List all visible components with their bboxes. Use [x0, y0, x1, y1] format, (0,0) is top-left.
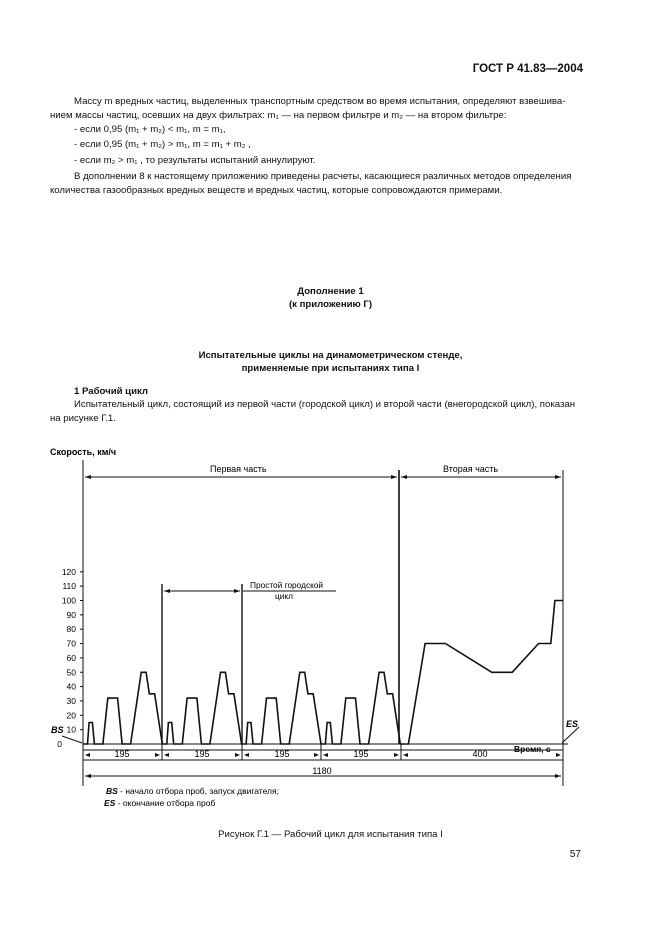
segment-label-3: 195	[274, 749, 290, 759]
condition-3: - если m₂ > m₁ , то результаты испытаний аннулируют.	[74, 155, 316, 166]
appendix-title: Дополнение 1	[297, 286, 364, 297]
subsection-text-line2: на рисунке Г.1.	[50, 413, 116, 424]
y-tick-label: 60	[66, 652, 76, 663]
y-tick-label: 90	[66, 609, 76, 620]
segment-label-4: 195	[353, 749, 369, 759]
y-tick-label: 40	[66, 681, 76, 692]
bs-pointer	[62, 736, 82, 743]
first-part-label: Первая часть	[210, 464, 267, 474]
es-pointer	[562, 727, 579, 743]
total-label: 1180	[312, 766, 332, 776]
segment-label-1: 195	[114, 749, 130, 759]
y-tick-labels	[57, 567, 83, 749]
appendix-subtitle: (к приложению Г)	[288, 299, 373, 310]
y-tick-label: 50	[66, 667, 76, 678]
paragraph-appendix8-line2: количества газообразных вредных веществ и вредных частиц, которые сопровождаются примерами.	[50, 185, 503, 196]
y-axis-label: Скорость, км/ч	[50, 447, 117, 457]
subsection-text-line1: Испытательный цикл, состоящий из первой части (городской цикл) и второй части (внегородской цикл), показан	[74, 399, 576, 410]
figure-caption: Рисунок Г.1 — Рабочий цикл для испытания типа I	[218, 829, 443, 840]
y-tick-label: 20	[66, 710, 76, 721]
y-tick-label: 10	[66, 724, 76, 735]
speed-trace	[83, 601, 563, 745]
section-title-line1: Испытательные циклы на динамометрическом стенде,	[198, 350, 463, 361]
segment-label-2: 195	[194, 749, 210, 759]
page-number: 57	[569, 849, 581, 860]
y-tick-label: 70	[66, 638, 76, 649]
legend-bs: BS - начало отбора проб, запуск двигателя;	[106, 786, 279, 796]
paragraph-mass-line2: нием массы частиц, осевших на двух фильтрах: m₁ — на первом фильтре и m₂ — на втором фильтре:	[50, 110, 507, 121]
x-axis-label: Время, с	[514, 744, 551, 754]
condition-1: - если 0,95 (m₁ + m₂) < m₁, m = m₁,	[74, 124, 226, 135]
y-tick-label: 30	[66, 695, 76, 706]
y-tick-label: 100	[61, 595, 76, 606]
paragraph-mass-line1: Массу m вредных частиц, выделенных транспортным средством во время испытания, определяют взвешива-	[74, 96, 566, 107]
simple-cycle-label-2: цикл	[275, 591, 293, 601]
section-title-line2: применяемые при испытаниях типа I	[241, 363, 420, 374]
simple-cycle-label: Простой городской	[250, 580, 324, 590]
second-part-label: Вторая часть	[443, 464, 499, 474]
bs-label: BS	[51, 725, 64, 735]
y-tick-label: 110	[62, 581, 76, 592]
subsection-heading: 1 Рабочий цикл	[74, 386, 148, 397]
y-tick-label: 80	[66, 624, 76, 635]
paragraph-appendix8-line1: В дополнении 8 к настоящему приложению приведены расчеты, касающиеся различных методов определения	[74, 171, 572, 182]
y-tick-label: 120	[61, 566, 76, 577]
condition-2: - если 0,95 (m₁ + m₂) > m₁, m = m₁ + m₂ ,	[74, 139, 251, 150]
y-tick-label: 0	[57, 739, 62, 749]
segment-label-5: 400	[472, 749, 488, 759]
es-label: ES	[566, 719, 579, 729]
document-header: ГОСТ Р 41.83—2004	[472, 63, 583, 75]
arrowheads	[85, 475, 561, 778]
legend-es: ES - окончание отбора проб	[104, 798, 216, 808]
